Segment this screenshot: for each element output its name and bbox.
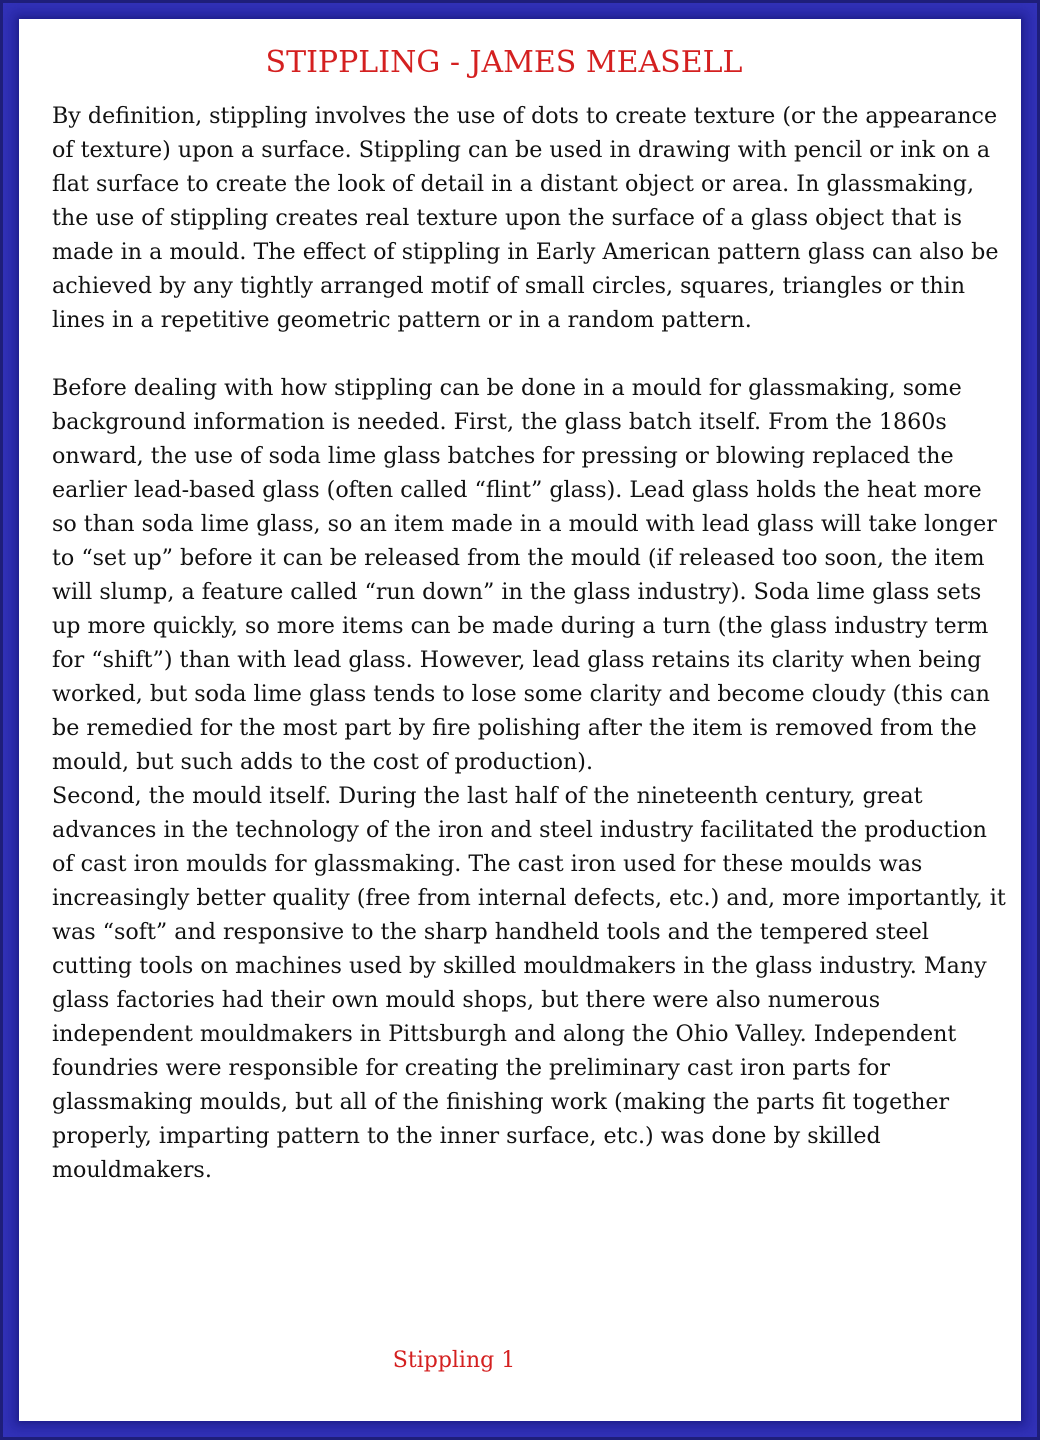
- page-footer-label: Stippling 1: [392, 1348, 516, 1373]
- page-title: STIPPLING - JAMES MEASELL: [265, 45, 743, 80]
- paragraph-definition: By definition, stippling involves the use of dots to create texture (or the appearance of texture) upon a surface. Stippling can be used in drawing with pencil or ink on a flat surface to create the look of detail in a distant object or area. In glassmaking, the use of stippling creates real texture upon the surface of a glass object that is made in a mould. The effect of stippling in Early American pattern glass can also be achieved by any tightly arranged motif of small circles, squares, triangles or thin lines in a repetitive geometric pattern or in a random pattern.: [52, 103, 999, 333]
- document-page: [19, 19, 1021, 1421]
- paragraph-mould: Second, the mould itself. During the last half of the nineteenth century, great advances in the technology of the iron and steel industry facilitated the production of cast iron moulds for glassmaking. The cast iron used for these moulds was increasingly better quality (free from internal defects, etc.) and, more importantly, it was “soft” and responsive to the sharp handheld tools and the tempered steel cutting tools on machines used by skilled mouldmakers in the glass industry. Many glass factories had their own mould shops, but there were also numerous independent mouldmakers in Pittsburgh and along the Ohio Valley. Independent foundries were responsible for creating the preliminary cast iron parts for glassmaking moulds, but all of the finishing work (making the parts fit together properly, imparting pattern to the inner surface, etc.) was done by skilled mouldmakers.: [52, 783, 1006, 1183]
- document-body: [52, 99, 1007, 1187]
- paragraph-glass-batch: Before dealing with how stippling can be done in a mould for glassmaking, some background information is needed. First, the glass batch itself. From the 1860s onward, the use of soda lime glass batches for pressing or blowing replaced the earlier lead-based glass (often called “flint” glass). Lead glass holds the heat more so than soda lime glass, so an item made in a mould with lead glass will take longer to “set up” before it can be released from the mould (if released too soon, the item will slump, a feature called “run down” in the glass industry). Soda lime glass sets up more quickly, so more items can be made during a turn (the glass industry term for “shift”) than with lead glass. However, lead glass retains its clarity when being worked, but soda lime glass tends to lose some clarity and become cloudy (this can be remedied for the most part by fire polishing after the item is removed from the mould, but such adds to the cost of production).: [52, 375, 997, 775]
